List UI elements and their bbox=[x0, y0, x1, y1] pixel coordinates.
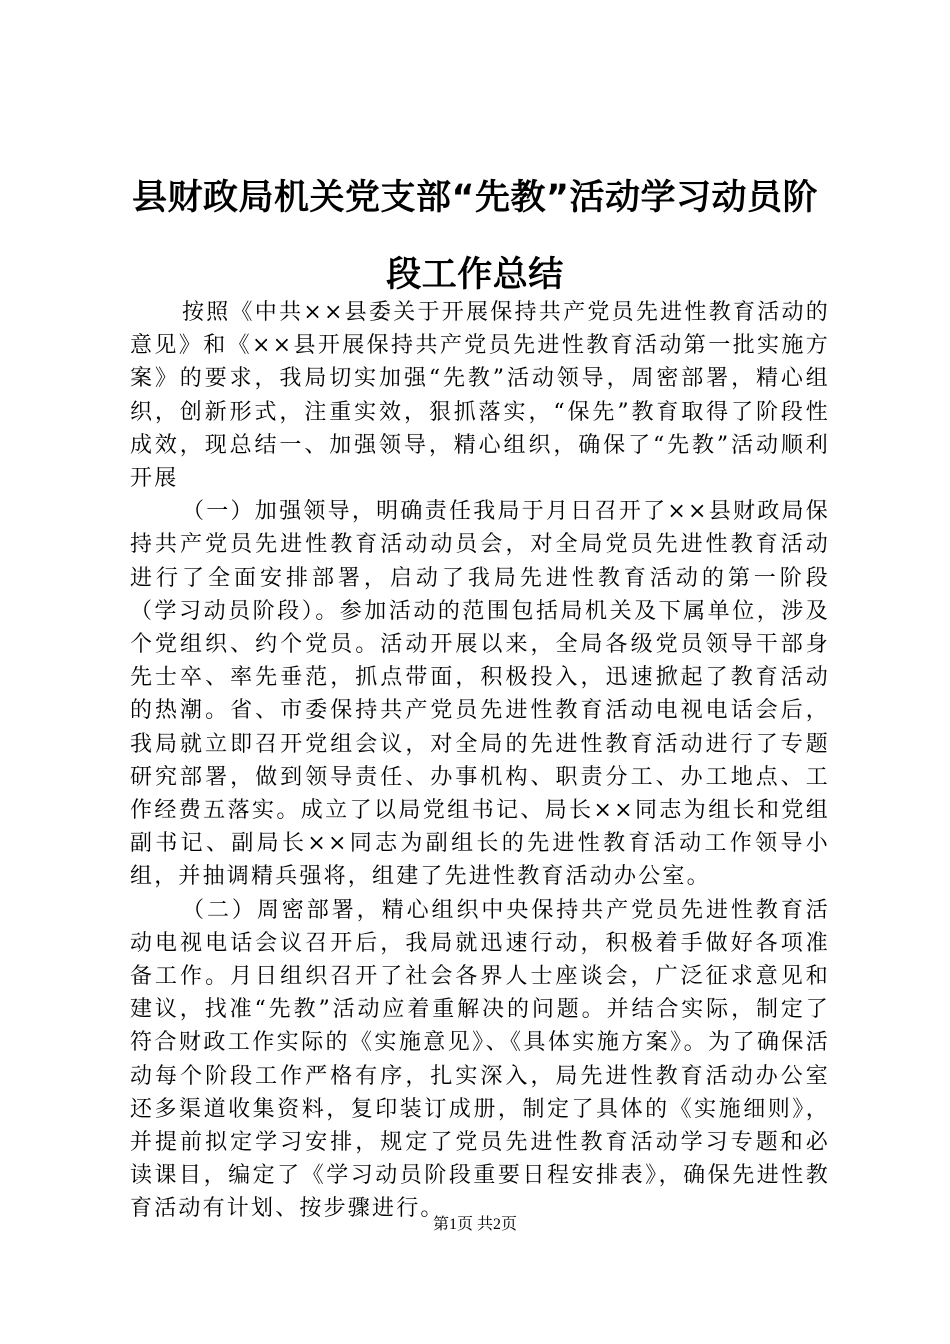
page-number-footer: 第1页 共2页 bbox=[432, 1216, 517, 1233]
document-body bbox=[130, 296, 830, 1226]
paragraph-intro: 按照《中共××县委关于开展保持共产党员先进性教育活动的意见》和《××县开展保持共产党员先进性教育活动第一批实施方案》的要求，我局切实加强“先教”活动领导，周密部署，精心组织，创新形式，注重实效，狠抓落实，“保先”教育取得了阶段性成效，现总结一、加强领导，精心组织，确保了“先教”活动顺利开展 bbox=[130, 300, 830, 492]
paragraph-section-two: （二）周密部署，精心组织中央保持共产党员先进性教育活动电视电话会议召开后，我局就迅速行动，积极着手做好各项准备工作。月日组织召开了社会各界人士座谈会，广泛征求意见和建议，找准“先教”活动应着重解决的问题。并结合实际，制定了符合财政工作实际的《实施意见》、《具体实施方案》。为了确保活动每个阶段工作严格有序，扎实深入，局先进性教育活动办公室还多渠道收集资料，复印装订成册，制定了具体的《实施细则》，并提前拟定学习安排，规定了党员先进性教育活动学习专题和必读课目，编定了《学习动员阶段重要日程安排表》，确保先进性教育活动有计划、按步骤进行。 bbox=[130, 897, 830, 1222]
document-title: 县财政局机关党支部“先教”活动学习动员阶段工作总结 bbox=[131, 178, 818, 295]
paragraph-section-one: （一）加强领导，明确责任我局于月日召开了××县财政局保持共产党员先进性教育活动动员会，对全局党员先进性教育活动进行了全面安排部署，启动了我局先进性教育活动的第一阶段（学习动员阶段）。参加活动的范围包括局机关及下属单位，涉及个党组织、约个党员。活动开展以来，全局各级党员领导干部身先士卒、率先垂范，抓点带面，积极投入，迅速掀起了教育活动的热潮。省、市委保持共产党员先进性教育活动电视电话会后，我局就立即召开党组会议，对全局的先进性教育活动进行了专题研究部署，做到领导责任、办事机构、职责分工、办工地点、工作经费五落实。成立了以局党组书记、局长××同志为组长和党组副书记、副局长××同志为副组长的先进性教育活动工作领导小组，并抽调精兵强将，组建了先进性教育活动办公室。 bbox=[130, 499, 830, 890]
